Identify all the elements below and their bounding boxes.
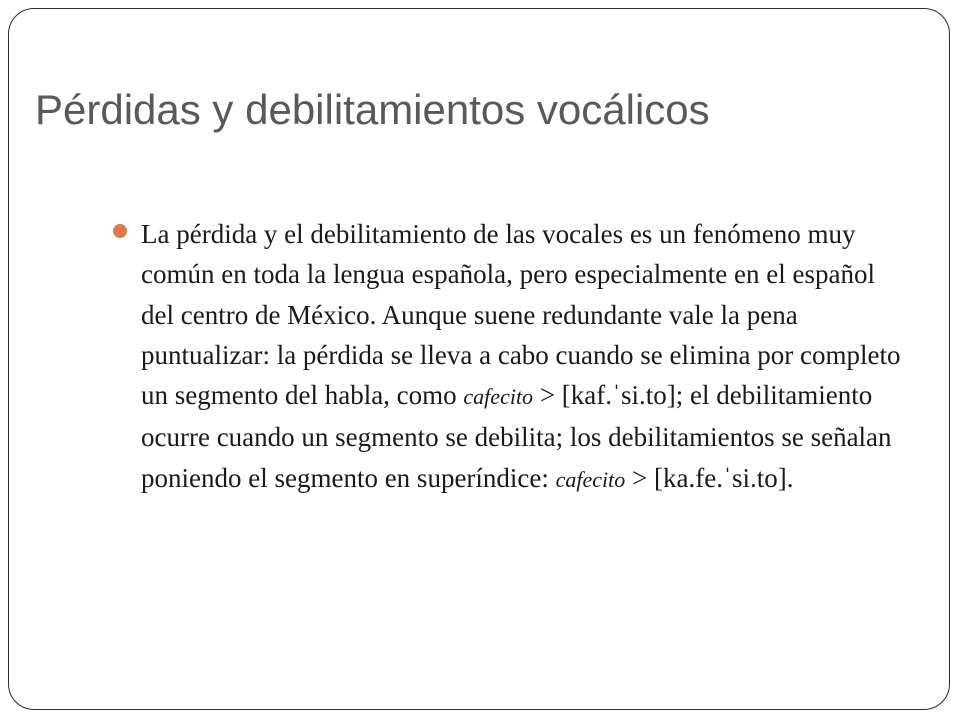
bullet-text-part2: > [kaf.ˈsi.to]; el debilitamiento ocurre cuando un segmento se debilita; los debilitamientos se señalan poniendo el segmento en superíndice: (141, 380, 892, 493)
slide-frame (8, 8, 950, 710)
bullet-item (113, 214, 903, 500)
slide-title: Pérdidas y debilitamientos vocálicos (35, 86, 710, 133)
bullet-text-part1: La pérdida y el debilitamiento de las vocales es un fenómeno muy común en toda la lengua española, pero especialmente en el español del centro de México. Aunque suene redundante vale la pena puntualizar: la pérdida se lleva a cabo cuando se elimina por completo un segmento del habla, como (141, 219, 901, 411)
example-word-2: cafecito (555, 466, 626, 492)
bullet-text (141, 214, 903, 500)
bullet-text-part3: > [ka.fe.ˈsi.to]. (625, 462, 794, 493)
bullet-dot-icon (113, 224, 127, 238)
example-word-1: cafecito (463, 384, 534, 410)
